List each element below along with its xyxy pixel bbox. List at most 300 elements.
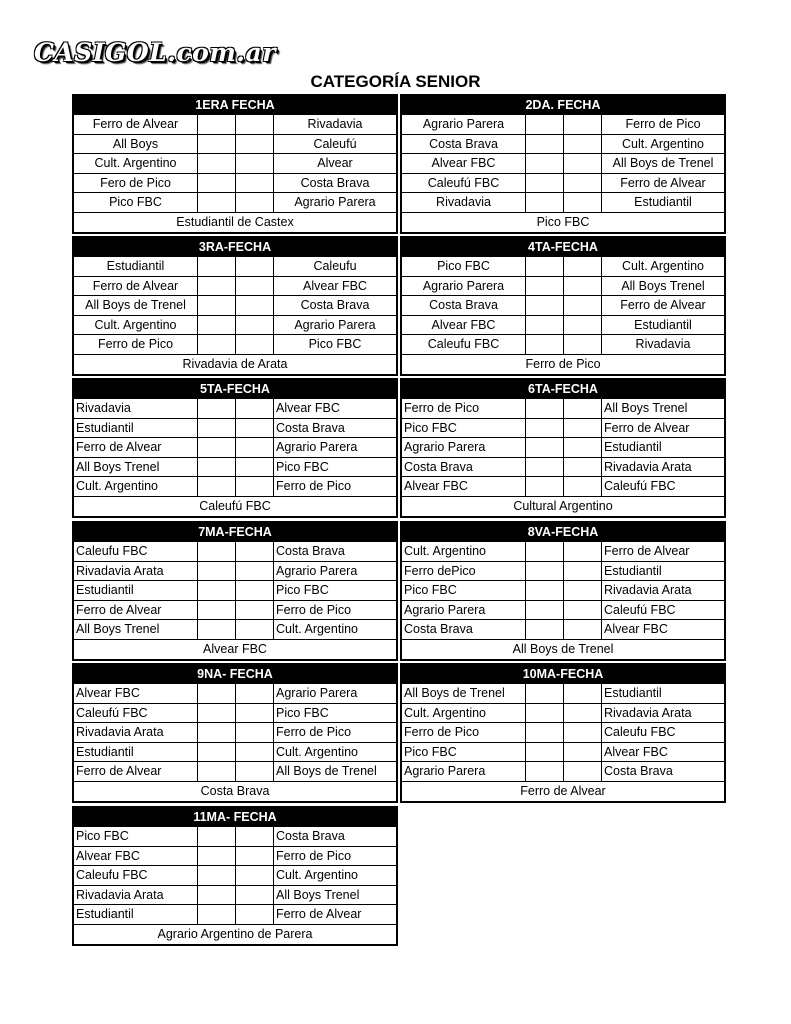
home-score-cell	[198, 257, 236, 276]
away-team: Cult. Argentino	[276, 868, 358, 883]
away-score-cell	[564, 458, 602, 477]
away-team: Caleufú FBC	[604, 479, 676, 494]
match-row	[402, 761, 724, 781]
away-score-cell	[564, 684, 602, 703]
away-team: Caleufu	[313, 259, 357, 273]
fecha-block	[400, 94, 726, 234]
away-score-cell	[564, 620, 602, 639]
match-row	[74, 826, 396, 846]
home-team: Cult. Argentino	[74, 316, 198, 335]
home-team: All Boys	[74, 135, 198, 154]
fecha-footer: Cultural Argentino	[402, 496, 724, 516]
match-row	[74, 295, 396, 315]
home-team: Rivadavia	[402, 193, 526, 212]
fecha-block	[400, 378, 726, 518]
home-team: Estudiantil	[74, 581, 198, 600]
match-row	[402, 541, 724, 561]
away-score-cell	[236, 174, 274, 193]
match-row	[74, 742, 396, 762]
away-team: Caleufu FBC	[604, 725, 676, 740]
fecha-header: 11MA- FECHA	[74, 808, 396, 826]
fecha-block	[72, 94, 398, 234]
fecha-block	[400, 663, 726, 803]
home-team: Agrario Parera	[402, 601, 526, 620]
match-row	[402, 153, 724, 173]
fecha-header: 7MA-FECHA	[74, 523, 396, 541]
away-score-cell	[236, 193, 274, 212]
fecha-header: 8VA-FECHA	[402, 523, 724, 541]
home-score-cell	[526, 193, 564, 212]
away-team: Costa Brava	[300, 175, 370, 190]
home-team: Costa Brava	[402, 620, 526, 639]
home-score-cell	[198, 704, 236, 723]
home-team: Cult. Argentino	[74, 154, 198, 173]
home-team: Ferro de Pico	[402, 399, 526, 418]
away-score-cell	[564, 762, 602, 781]
fecha-footer: All Boys de Trenel	[402, 639, 724, 659]
home-score-cell	[198, 154, 236, 173]
away-score-cell	[564, 704, 602, 723]
away-team: Alvear FBC	[604, 622, 668, 637]
away-team: Estudiantil	[634, 195, 692, 210]
home-team: All Boys de Trenel	[402, 684, 526, 703]
away-team: Ferro de Pico	[276, 602, 352, 617]
away-score-cell	[564, 581, 602, 600]
fecha-block	[72, 378, 398, 518]
home-team: Ferro de Alvear	[74, 438, 198, 457]
away-score-cell	[564, 743, 602, 762]
away-team: Rivadavia Arata	[604, 705, 692, 720]
home-score-cell	[526, 154, 564, 173]
match-row	[74, 192, 396, 212]
away-team: Pico FBC	[276, 705, 329, 720]
away-team: Cult. Argentino	[276, 622, 358, 637]
home-score-cell	[198, 847, 236, 866]
fecha-header: 3RA-FECHA	[74, 238, 396, 256]
match-row	[74, 276, 396, 296]
away-team: Agrario Parera	[276, 686, 358, 700]
away-team: Agrario Parera	[294, 317, 376, 332]
away-score-cell	[236, 762, 274, 781]
match-row	[74, 761, 396, 781]
home-score-cell	[198, 115, 236, 134]
match-row	[74, 153, 396, 173]
away-score-cell	[236, 562, 274, 581]
away-score-cell	[564, 723, 602, 742]
match-row	[74, 619, 396, 639]
home-score-cell	[526, 316, 564, 335]
match-row	[74, 885, 396, 905]
home-score-cell	[526, 115, 564, 134]
home-team: Cult. Argentino	[402, 542, 526, 561]
home-team: Caleufú FBC	[402, 174, 526, 193]
away-score-cell	[236, 601, 274, 620]
away-team: All Boys Trenel	[621, 278, 705, 293]
home-team: Rivadavia Arata	[74, 723, 198, 742]
match-row	[402, 619, 724, 639]
match-row	[402, 418, 724, 438]
match-row	[74, 398, 396, 418]
home-score-cell	[198, 743, 236, 762]
home-team: Ferro de Alvear	[74, 601, 198, 620]
away-team: Rivadavia	[635, 337, 691, 352]
away-team: Ferro de Alvear	[620, 175, 706, 190]
fecha-footer: Costa Brava	[74, 781, 396, 801]
home-score-cell	[526, 762, 564, 781]
away-team: Costa Brava	[276, 544, 345, 558]
away-team: All Boys Trenel	[604, 401, 688, 415]
fecha-footer: Ferro de Pico	[402, 354, 724, 374]
away-team: Rivadavia Arata	[604, 583, 692, 598]
home-team: Fero de Pico	[74, 174, 198, 193]
home-team: Caleufú FBC	[74, 704, 198, 723]
away-score-cell	[564, 316, 602, 335]
away-team: Alvear FBC	[303, 278, 367, 293]
away-score-cell	[564, 193, 602, 212]
away-score-cell	[236, 458, 274, 477]
away-team: Ferro de Alvear	[604, 544, 690, 558]
away-score-cell	[236, 581, 274, 600]
fecha-footer: Ferro de Alvear	[402, 781, 724, 801]
home-team: Ferro dePico	[402, 562, 526, 581]
away-score-cell	[564, 174, 602, 193]
match-row	[402, 703, 724, 723]
away-score-cell	[564, 477, 602, 496]
away-team: Estudiantil	[604, 563, 662, 578]
away-team: Estudiantil	[634, 317, 692, 332]
match-row	[74, 173, 396, 193]
match-row	[402, 134, 724, 154]
home-score-cell	[526, 684, 564, 703]
home-team: Caleufu FBC	[74, 542, 198, 561]
home-score-cell	[526, 458, 564, 477]
away-team: Caleufú FBC	[604, 602, 676, 617]
match-row	[74, 580, 396, 600]
away-score-cell	[236, 296, 274, 315]
home-score-cell	[526, 438, 564, 457]
away-score-cell	[236, 316, 274, 335]
home-team: Ferro de Pico	[74, 335, 198, 354]
away-team: Cult. Argentino	[276, 744, 358, 759]
fecha-block	[400, 521, 726, 661]
home-score-cell	[198, 684, 236, 703]
away-team: Cult. Argentino	[622, 259, 704, 273]
away-score-cell	[236, 335, 274, 354]
match-row	[74, 703, 396, 723]
away-team: Estudiantil	[604, 440, 662, 455]
away-score-cell	[564, 542, 602, 561]
home-team: Pico FBC	[402, 581, 526, 600]
away-score-cell	[564, 562, 602, 581]
home-score-cell	[526, 174, 564, 193]
home-score-cell	[198, 886, 236, 905]
match-row	[74, 256, 396, 276]
away-team: Agrario Parera	[276, 563, 358, 578]
home-score-cell	[198, 277, 236, 296]
match-row	[402, 600, 724, 620]
home-team: Agrario Parera	[402, 438, 526, 457]
match-row	[402, 398, 724, 418]
match-row	[74, 541, 396, 561]
away-team: Caleufú	[313, 136, 357, 151]
home-team: Agrario Parera	[402, 762, 526, 781]
away-score-cell	[236, 886, 274, 905]
home-score-cell	[526, 419, 564, 438]
home-score-cell	[198, 438, 236, 457]
home-team: All Boys de Trenel	[74, 296, 198, 315]
fecha-header: 2DA. FECHA	[402, 96, 724, 114]
home-score-cell	[198, 601, 236, 620]
match-row	[402, 114, 724, 134]
match-row	[74, 865, 396, 885]
home-team: Pico FBC	[402, 743, 526, 762]
match-row	[74, 437, 396, 457]
match-row	[74, 904, 396, 924]
home-team: Pico FBC	[74, 827, 198, 846]
away-team: Agrario Parera	[294, 195, 376, 210]
away-score-cell	[564, 419, 602, 438]
fecha-header: 9NA- FECHA	[74, 665, 396, 683]
home-score-cell	[526, 542, 564, 561]
fecha-header: 10MA-FECHA	[402, 665, 724, 683]
match-row	[74, 600, 396, 620]
fecha-block	[72, 236, 398, 376]
fecha-header: 5TA-FECHA	[74, 380, 396, 398]
home-score-cell	[198, 135, 236, 154]
home-score-cell	[526, 135, 564, 154]
away-score-cell	[236, 723, 274, 742]
away-score-cell	[236, 399, 274, 418]
home-score-cell	[526, 399, 564, 418]
match-row	[74, 114, 396, 134]
home-score-cell	[198, 866, 236, 885]
home-team: Alvear FBC	[74, 684, 198, 703]
away-team: Cult. Argentino	[622, 136, 704, 151]
match-row	[74, 418, 396, 438]
away-team: Pico FBC	[276, 583, 329, 598]
away-team: All Boys Trenel	[276, 887, 360, 902]
away-team: Rivadavia	[307, 117, 363, 131]
match-row	[402, 437, 724, 457]
match-row	[74, 476, 396, 496]
home-team: Costa Brava	[402, 458, 526, 477]
fecha-footer: Caleufú FBC	[74, 496, 396, 516]
match-row	[74, 315, 396, 335]
match-row	[74, 722, 396, 742]
away-team: Ferro de Pico	[625, 117, 701, 131]
home-team: Cult. Argentino	[74, 477, 198, 496]
home-score-cell	[198, 174, 236, 193]
away-team: Costa Brava	[276, 420, 345, 435]
home-score-cell	[526, 296, 564, 315]
match-row	[402, 742, 724, 762]
home-score-cell	[198, 827, 236, 846]
match-row	[74, 134, 396, 154]
away-score-cell	[564, 601, 602, 620]
away-team: Costa Brava	[604, 764, 673, 779]
away-team: Ferro de Pico	[276, 479, 352, 494]
home-team: Estudiantil	[74, 257, 198, 276]
home-team: Costa Brava	[402, 296, 526, 315]
fecha-footer: Alvear FBC	[74, 639, 396, 659]
home-score-cell	[526, 477, 564, 496]
match-row	[74, 334, 396, 354]
away-team: Ferro de Alvear	[276, 907, 362, 922]
home-score-cell	[198, 296, 236, 315]
away-score-cell	[236, 438, 274, 457]
match-row	[402, 580, 724, 600]
home-score-cell	[198, 762, 236, 781]
home-team: Caleufu FBC	[402, 335, 526, 354]
away-team: Ferro de Pico	[276, 725, 352, 740]
away-team: Ferro de Alvear	[620, 298, 706, 313]
home-score-cell	[198, 458, 236, 477]
home-team: All Boys Trenel	[74, 620, 198, 639]
away-score-cell	[564, 277, 602, 296]
fecha-footer: Estudiantil de Castex	[74, 212, 396, 232]
away-team: All Boys de Trenel	[612, 156, 714, 171]
match-row	[402, 173, 724, 193]
away-team: Costa Brava	[276, 829, 345, 843]
fecha-block	[400, 236, 726, 376]
away-score-cell	[236, 257, 274, 276]
home-team: Rivadavia Arata	[74, 562, 198, 581]
away-team: Alvear FBC	[604, 744, 668, 759]
match-row	[402, 192, 724, 212]
home-team: Pico FBC	[402, 419, 526, 438]
away-score-cell	[236, 704, 274, 723]
site-logo: CASIGOL.com.ar	[34, 38, 276, 67]
match-row	[402, 683, 724, 703]
home-score-cell	[526, 581, 564, 600]
home-score-cell	[198, 419, 236, 438]
away-score-cell	[564, 399, 602, 418]
match-row	[74, 457, 396, 477]
match-row	[402, 315, 724, 335]
home-team: Alvear FBC	[402, 477, 526, 496]
away-score-cell	[564, 135, 602, 154]
match-row	[74, 683, 396, 703]
home-team: Ferro de Alvear	[74, 277, 198, 296]
fecha-footer: Pico FBC	[402, 212, 724, 232]
fecha-block	[72, 521, 398, 661]
home-score-cell	[526, 277, 564, 296]
away-score-cell	[564, 154, 602, 173]
home-team: Ferro de Alvear	[74, 762, 198, 781]
away-score-cell	[236, 827, 274, 846]
away-team: All Boys de Trenel	[276, 764, 377, 779]
away-score-cell	[564, 296, 602, 315]
home-team: Estudiantil	[74, 905, 198, 924]
home-team: Estudiantil	[74, 743, 198, 762]
away-team: Estudiantil	[604, 686, 662, 700]
away-team: Alvear FBC	[276, 401, 340, 415]
away-score-cell	[236, 277, 274, 296]
home-team: Alvear FBC	[402, 316, 526, 335]
match-row	[74, 561, 396, 581]
home-score-cell	[198, 193, 236, 212]
away-score-cell	[236, 743, 274, 762]
away-score-cell	[236, 905, 274, 924]
match-row	[402, 722, 724, 742]
away-team: Rivadavia Arata	[604, 459, 692, 474]
away-score-cell	[236, 684, 274, 703]
home-score-cell	[198, 562, 236, 581]
away-score-cell	[236, 419, 274, 438]
home-score-cell	[526, 723, 564, 742]
away-score-cell	[236, 154, 274, 173]
home-score-cell	[526, 743, 564, 762]
home-team: Pico FBC	[402, 257, 526, 276]
home-score-cell	[198, 581, 236, 600]
home-score-cell	[526, 601, 564, 620]
fecha-footer: Rivadavia de Arata	[74, 354, 396, 374]
match-row	[402, 476, 724, 496]
home-team: Agrario Parera	[402, 115, 526, 134]
away-score-cell	[236, 620, 274, 639]
home-score-cell	[526, 335, 564, 354]
home-team: Costa Brava	[402, 135, 526, 154]
home-team: Estudiantil	[74, 419, 198, 438]
home-team: All Boys Trenel	[74, 458, 198, 477]
home-team: Ferro de Pico	[402, 723, 526, 742]
match-row	[402, 256, 724, 276]
home-score-cell	[198, 477, 236, 496]
home-team: Caleufu FBC	[74, 866, 198, 885]
fecha-header: 4TA-FECHA	[402, 238, 724, 256]
away-score-cell	[236, 847, 274, 866]
match-row	[402, 457, 724, 477]
home-score-cell	[198, 542, 236, 561]
home-team: Rivadavia	[74, 399, 198, 418]
away-team: Pico FBC	[308, 337, 362, 352]
home-team: Ferro de Alvear	[74, 115, 198, 134]
fecha-block	[72, 806, 398, 946]
home-score-cell	[526, 704, 564, 723]
away-score-cell	[564, 438, 602, 457]
home-score-cell	[198, 316, 236, 335]
fecha-block	[72, 663, 398, 803]
home-score-cell	[198, 399, 236, 418]
home-team: Cult. Argentino	[402, 704, 526, 723]
home-team: Agrario Parera	[402, 277, 526, 296]
page-title: CATEGORÍA SENIOR	[310, 72, 481, 91]
home-score-cell	[198, 620, 236, 639]
match-row	[402, 295, 724, 315]
match-row	[402, 334, 724, 354]
away-score-cell	[236, 115, 274, 134]
away-team: Alvear	[317, 156, 353, 171]
away-team: Costa Brava	[300, 298, 370, 313]
home-team: Rivadavia Arata	[74, 886, 198, 905]
away-score-cell	[236, 866, 274, 885]
away-score-cell	[564, 115, 602, 134]
match-row	[402, 276, 724, 296]
fecha-header: 6TA-FECHA	[402, 380, 724, 398]
away-team: Ferro de Pico	[276, 848, 352, 863]
home-score-cell	[526, 562, 564, 581]
home-team: Alvear FBC	[74, 847, 198, 866]
match-row	[402, 561, 724, 581]
home-score-cell	[526, 257, 564, 276]
home-score-cell	[526, 620, 564, 639]
fecha-header: 1ERA FECHA	[74, 96, 396, 114]
away-team: Agrario Parera	[276, 440, 358, 455]
away-score-cell	[564, 335, 602, 354]
home-score-cell	[198, 905, 236, 924]
fecha-footer: Agrario Argentino de Parera	[74, 924, 396, 944]
away-score-cell	[236, 477, 274, 496]
